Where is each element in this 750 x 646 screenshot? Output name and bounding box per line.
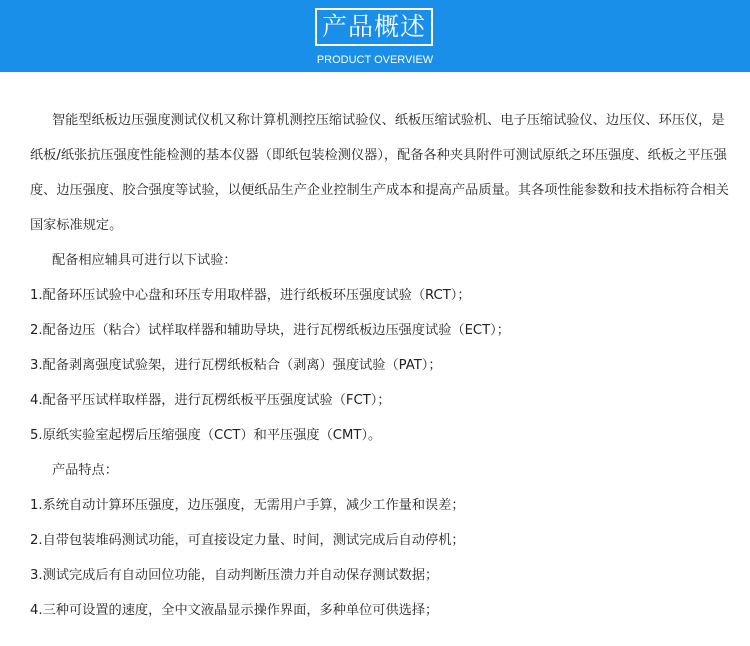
- header-banner: [0, 0, 750, 72]
- test-item: 2.配备边压（粘合）试样取样器和辅助导块，进行瓦楞纸板边压强度试验（ECT）；: [30, 323, 510, 338]
- feature-item: 2.自带包装堆码测试功能，可直接设定力量、时间，测试完成后自动停机；: [30, 533, 465, 548]
- test-item: 1.配备环压试验中心盘和环压专用取样器，进行纸板环压强度试验（RCT）；: [30, 288, 471, 303]
- test-item: 3.配备剥离强度试验架，进行瓦楞纸板粘合（剥离）强度试验（PAT）；: [30, 358, 442, 373]
- feature-item: 1.系统自动计算环压强度，边压强度，无需用户手算，减少工作量和误差；: [30, 498, 465, 513]
- feature-item: 4.三种可设置的速度，全中文液晶显示操作界面，多种单位可供选择；: [30, 603, 439, 618]
- test-item: 5.原纸实验室起楞后压缩强度（CCT）和平压强度（CMT）。: [30, 428, 382, 443]
- page-subtitle: PRODUCT OVERVIEW: [316, 54, 434, 66]
- feature-item: 3.测试完成后有自动回位功能，自动判断压溃力并自动保存测试数据；: [30, 568, 439, 583]
- intro-paragraph: 智能型纸板边压强度测试仪机又称计算机测控压缩试验仪、纸板压缩试验机、电子压缩试验仪、边压仪、环压仪，是纸板/纸张抗压强度性能检测的基本仪器（即纸包装检测仪器），配备各种夹具附件可测试原纸之环压强度、纸板之平压强度、边压强度、胶合强度等试验，以便纸品生产企业控制生产成本和提高产品质量。其各项性能参数和技术指标符合相关国家标准规定。: [30, 113, 729, 233]
- test-item: 4.配备平压试样取样器，进行瓦楞纸板平压强度试验（FCT）；: [30, 393, 391, 408]
- tests-title: 配备相应辅具可进行以下试验：: [52, 253, 237, 268]
- page-title: 产品概述: [315, 8, 433, 46]
- features-title: 产品特点：: [52, 463, 118, 478]
- content-body: [30, 103, 730, 628]
